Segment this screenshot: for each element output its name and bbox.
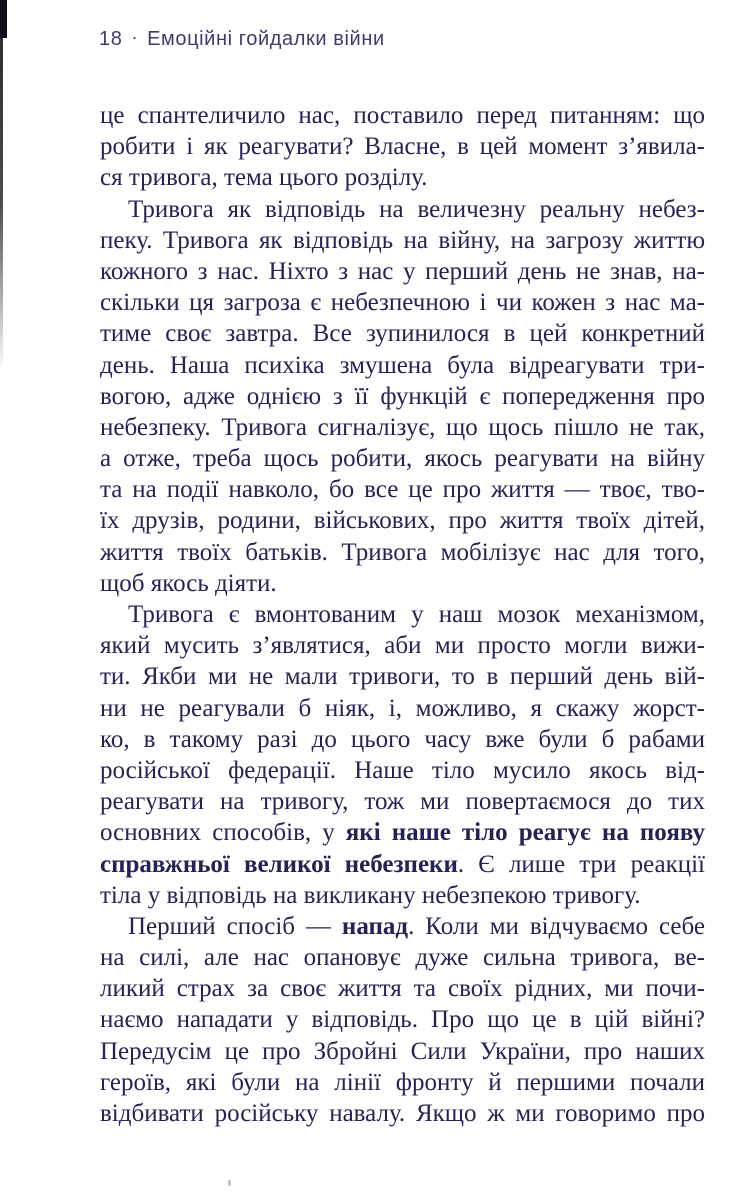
text-line: робити і як реагувати? Власне, в цей момент з’явила- [100,133,705,161]
page-number: 18 [99,28,123,50]
text-line: а отже, треба щось робити, якось реагувати на війну [100,445,705,473]
text-line: та на події навколо, бо все це про життя — твоє, тво- [100,476,705,504]
text-line: скільки ця загроза є небезпечною і чи кожен з нас ма- [100,289,705,317]
text-line: вогою, адже однією з її функцій є попередження про [100,382,705,410]
text-line: тиме своє завтра. Все зупинилося в цей конкретний [100,320,705,348]
text-line: ти. Якби ми не мали тривоги, то в перший день вій- [100,663,705,691]
chapter-title: Емоційні гойдалки війни [147,28,385,50]
text-line: небезпеку. Тривога сигналізує, що щось пішло не так, [100,413,705,441]
separator-dot: · [131,27,139,47]
paragraph [100,194,705,599]
text-line: тіла у відповідь на викликану небезпекою тривогу. [100,881,641,909]
text-line: справжньої великої небезпеки. Є лише три реакції [100,850,705,878]
scan-binding-edge-line [0,0,3,372]
text-line: героїв, які були на лінії фронту й першими почали [100,1068,705,1096]
text-line: ни не реагували б ніяк, і, можливо, я скажу жорст- [100,694,705,722]
bold-text: напад [341,912,409,940]
paragraph [100,100,705,194]
text-line: російської федерації. Наше тіло мусило якось від- [100,756,705,784]
text-line: кожного з нас. Ніхто з нас у перший день не знав, на- [100,257,705,285]
text-line: основних способів, у які наше тіло реагує на появу [100,819,705,847]
text-line: пеку. Тривога як відповідь на війну, на загрозу життю [100,226,705,254]
text-line: який мусить з’являтися, аби ми просто могли вижи- [100,632,705,660]
text-line: Перший спосіб — напад. Коли ми відчуваємо себе [128,912,705,940]
bold-text: справжньої великої небезпеки [100,850,458,878]
page-header [99,28,385,51]
text-line: Передусім це про Збройні Сили України, про наших [100,1037,705,1065]
text-line: життя твоїх батьків. Тривога мобілізує нас для того, [100,538,705,566]
bold-text: які наше тіло реагує на появу [345,819,705,847]
text-line: на силі, але нас опановує дуже сильна тривога, ве- [100,944,705,972]
body-text [100,100,705,1129]
text-line: наємо нападати у відповідь. Про що це в цій війні? [100,1006,705,1034]
text-line: ликий страх за своє життя та своїх рідних, ми почи- [100,975,705,1003]
text-line: Тривога як відповідь на величезну реальну небез- [128,195,705,223]
text-line: їх друзів, родини, військових, про життя твоїх дітей, [100,507,705,535]
text-line: день. Наша психіка змушена була відреагувати три- [100,351,705,379]
text-line: відбивати російську навалу. Якщо ж ми говоримо про [100,1100,705,1127]
paragraph [100,599,705,911]
text-line: це спантеличило нас, поставило перед питанням: що [100,102,705,129]
text-line: ко, в такому разі до цього часу вже були б рабами [100,725,705,753]
scan-speck-artifact [228,1180,231,1186]
text-line: Тривога є вмонтованим у наш мозок механізмом, [128,601,705,628]
text-line: ся тривога, тема цього розділу. [100,164,428,192]
paragraph [100,911,705,1129]
text-line: реагувати на тривогу, тож ми повертаємося до тих [100,788,705,816]
text-line: щоб якось діяти. [100,569,277,597]
